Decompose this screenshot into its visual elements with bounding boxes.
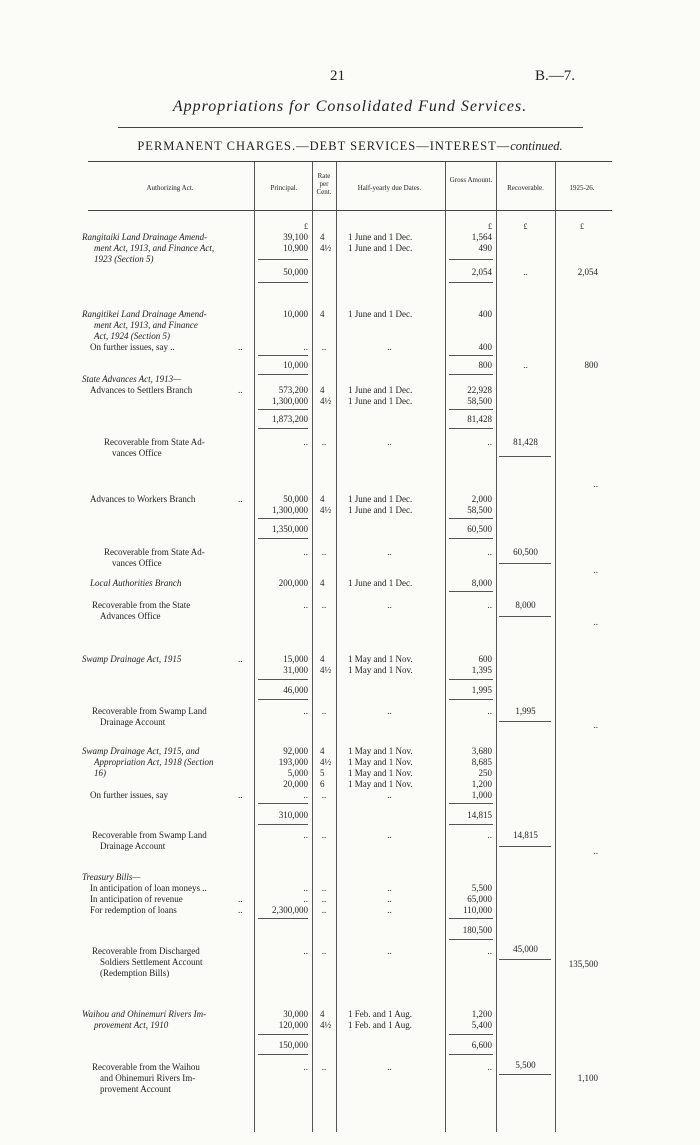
rate-value: 4½ [320,243,332,253]
act-name: Rangitaiki Land Drainage Amend- [82,232,208,242]
placeholder-dots: .. [387,946,392,956]
recoverable-label: Recoverable from the State [92,600,191,610]
gross-value: 8,685 [471,757,492,767]
due-dates: 1 June and 1 Dec. [348,243,413,253]
due-dates: 1 June and 1 Dec. [348,385,413,395]
sum-rule [258,282,308,283]
act-name-cont: 1923 (Section 5) [94,254,154,264]
placeholder-dots: .. [321,547,327,557]
act-subitem: On further issues, say .. [90,342,175,352]
rate-value: 4½ [320,505,332,515]
principal-value: 5,000 [287,768,308,778]
sum-rule [449,355,493,356]
placeholder-dots: .. [387,905,392,915]
placeholder-dots: .. [303,342,308,352]
header-rule [88,210,612,211]
recoverable-label: Recoverable from Swamp Land [92,706,207,716]
sum-rule [499,456,551,457]
sum-rule [258,699,308,700]
sum-rule [449,428,493,429]
principal-value: 30,000 [283,1009,308,1019]
gross-value: 22,928 [467,385,492,395]
currency-symbol: £ [580,222,584,231]
principal-value: 10,900 [283,243,308,253]
rate-value: 4 [320,654,325,664]
leader-dots: .. [238,342,243,352]
sum-rule [449,282,493,283]
due-dates: 1 June and 1 Dec. [348,232,413,242]
sum-rule [258,803,308,804]
act-name: Rangitikei Land Drainage Amend- [82,309,207,319]
act-name-cont: Act, 1924 (Section 5) [94,331,170,341]
placeholder-dots: .. [303,547,308,557]
principal-value: 120,000 [278,1020,308,1030]
principal-value: 10,000 [283,309,308,319]
year-value: 135,500 [568,959,598,969]
currency-symbol: £ [304,222,308,231]
page-number: 21 [330,68,345,84]
rate-value: 4 [320,309,325,319]
placeholder-dots: .. [303,946,308,956]
header-principal: Principal. [270,184,298,192]
principal-value: 50,000 [283,494,308,504]
placeholder-dots: .. [487,437,492,447]
recoverable-label: Recoverable from State Ad- [104,547,205,557]
recoverable-label: vances Office [112,448,162,458]
sum-rule [258,1034,308,1035]
due-dates: 1 May and 1 Nov. [348,757,413,767]
gross-value: 1,200 [471,779,492,789]
rate-value: 4 [320,232,325,242]
title-rule [118,127,583,128]
currency-symbol: £ [523,222,528,231]
principal-value: 92,000 [283,746,308,756]
gross-value: 5,400 [471,1020,492,1030]
gross-value: 1,000 [471,790,492,800]
act-subitem: Advances to Workers Branch [90,494,196,504]
year-value: .. [593,846,598,856]
recoverable-label: (Redemption Bills) [100,968,170,978]
placeholder-dots: .. [303,883,308,893]
recoverable-label: Recoverable from State Ad- [104,437,205,447]
year-value: 1,100 [577,1073,598,1083]
placeholder-dots: .. [387,894,392,904]
sum-rule [449,518,493,519]
act-subitem: Advances to Settlers Branch [90,385,193,395]
column-rule [312,162,313,1132]
recoverable-label: Recoverable from Swamp Land [92,830,207,840]
principal-total: 10,000 [283,360,308,370]
rate-value: 5 [320,768,325,778]
header-rate: Rate per Cent. [316,172,332,196]
placeholder-dots: .. [387,342,392,352]
due-dates: 1 May and 1 Nov. [348,746,413,756]
placeholder-dots: .. [487,706,492,716]
act-name: Swamp Drainage Act, 1915, and [82,746,200,756]
sum-rule [499,1074,551,1075]
recoverable-value: 81,428 [513,437,538,447]
sum-rule [499,616,551,617]
sum-rule [258,409,308,410]
recoverable-value: 1,995 [515,706,536,716]
principal-value: 2,300,000 [272,905,308,915]
principal-value: 573,200 [278,385,308,395]
principal-total: 1,350,000 [272,524,308,534]
placeholder-dots: .. [303,437,308,447]
placeholder-dots: .. [487,830,492,840]
gross-total: 800 [478,360,492,370]
principal-value: 200,000 [278,578,308,588]
recoverable-label: Recoverable from Discharged [92,946,200,956]
placeholder-dots: .. [387,1062,392,1072]
sum-rule [449,679,493,680]
placeholder-dots: .. [321,1062,327,1072]
placeholder-dots: .. [487,1062,492,1072]
principal-value: 1,300,000 [272,396,308,406]
due-dates: 1 June and 1 Dec. [348,396,413,406]
recoverable-label: Recoverable from the Waihou [92,1062,200,1072]
gross-total: 6,600 [471,1040,492,1050]
rate-value: 4½ [320,1020,332,1030]
recoverable-value: 45,000 [513,944,538,954]
placeholder-dots: .. [321,706,327,716]
sum-rule [449,803,493,804]
placeholder-dots: .. [303,790,308,800]
leader-dots: .. [238,905,243,915]
placeholder-dots: .. [321,946,327,956]
column-rule [445,162,446,1132]
sum-rule [258,428,308,429]
placeholder-dots: .. [387,437,392,447]
gross-total: 2,054 [471,267,492,277]
sum-rule [258,1054,308,1055]
recoverable-value: .. [523,360,528,370]
act-name: Waihou and Ohinemuri Rivers Im- [82,1009,207,1019]
gross-total: 60,500 [467,524,492,534]
gross-value: 2,000 [471,494,492,504]
placeholder-dots: .. [321,830,327,840]
leader-dots: .. [238,790,243,800]
leader-dots: .. [238,654,243,664]
gross-total: 81,428 [467,414,492,424]
due-dates: 1 June and 1 Dec. [348,494,413,504]
recoverable-label: provement Account [100,1084,171,1094]
sum-rule [449,918,493,919]
principal-total: 150,000 [278,1040,308,1050]
placeholder-dots: .. [303,894,308,904]
gross-value: 58,500 [467,505,492,515]
act-subitem: Local Authorities Branch [90,578,182,588]
placeholder-dots: .. [303,706,308,716]
placeholder-dots: .. [487,600,492,610]
sum-rule [449,699,493,700]
year-value: 2,054 [577,267,598,277]
principal-total: 310,000 [278,810,308,820]
principal-total: 46,000 [283,685,308,695]
recoverable-label: Drainage Account [100,717,166,727]
column-rule [254,162,255,1132]
column-rule [496,162,497,1132]
gross-value: 600 [478,654,492,664]
sum-rule [449,374,493,375]
gross-value: 58,500 [467,396,492,406]
act-subitem: In anticipation of revenue [90,894,183,904]
year-value: .. [593,479,598,489]
gross-total: 14,815 [467,810,492,820]
placeholder-dots: .. [321,600,327,610]
gross-value: 5,500 [471,883,492,893]
act-subitem: In anticipation of loan moneys .. [90,883,207,893]
placeholder-dots: .. [387,706,392,716]
recoverable-label: Drainage Account [100,841,166,851]
year-value: 800 [584,360,598,370]
due-dates: 1 June and 1 Dec. [348,309,413,319]
sum-rule [258,259,308,260]
gross-total: 1,995 [471,685,492,695]
sum-rule [449,409,493,410]
document-reference: B.—7. [535,68,576,84]
placeholder-dots: .. [321,790,327,800]
recoverable-label: and Ohinemuri Rivers Im- [100,1073,196,1083]
placeholder-dots: .. [387,790,392,800]
placeholder-dots: .. [321,905,327,915]
placeholder-dots: .. [321,437,327,447]
currency-symbol: £ [488,222,492,231]
recoverable-value: 5,500 [515,1060,536,1070]
sum-rule [449,1054,493,1055]
leader-dots: .. [238,385,243,395]
gross-value: 400 [478,342,492,352]
sum-rule [499,959,551,960]
placeholder-dots: .. [487,547,492,557]
placeholder-dots: .. [387,830,392,840]
year-value: .. [593,720,598,730]
due-dates: 1 Feb. and 1 Aug. [348,1020,412,1030]
principal-value: 1,300,000 [272,505,308,515]
column-rule [555,162,556,1132]
recoverable-value: 14,815 [513,830,538,840]
rate-value: 4½ [320,665,332,675]
header-recoverable: Recoverable. [507,184,544,192]
recoverable-value: 8,000 [515,600,536,610]
sum-rule [449,538,493,539]
act-name: Treasury Bills— [82,872,141,882]
rate-value: 4½ [320,396,332,406]
placeholder-dots: .. [387,547,392,557]
act-name-cont: provement Act, 1910 [94,1020,169,1030]
table-top-rule [88,161,612,162]
placeholder-dots: .. [387,883,392,893]
section-subtitle: PERMANENT CHARGES.—DEBT SERVICES—INTEREST—continued. [137,139,563,153]
principal-total: 50,000 [283,267,308,277]
principal-total: 1,873,200 [272,414,308,424]
header-gross: Gross Amount. [449,176,493,184]
gross-total: 180,500 [462,925,492,935]
recoverable-value: 60,500 [513,547,538,557]
sum-rule [258,355,308,356]
gross-value: 250 [478,768,492,778]
act-subitem: For redemption of loans [90,905,177,915]
recoverable-value: .. [523,267,528,277]
rate-value: 4 [320,385,325,395]
sum-rule [258,374,308,375]
due-dates: 1 May and 1 Nov. [348,779,413,789]
sum-rule [258,518,308,519]
year-value: .. [593,565,598,575]
principal-value: 15,000 [283,654,308,664]
recoverable-label: vances Office [112,558,162,568]
sum-rule [449,259,493,260]
rate-value: 6 [320,779,325,789]
sum-rule [258,538,308,539]
due-dates: 1 June and 1 Dec. [348,505,413,515]
act-name-cont: Appropriation Act, 1918 (Section [94,757,214,767]
gross-value: 1,200 [471,1009,492,1019]
act-name: State Advances Act, 1913— [82,374,182,384]
header-dates: Half-yearly due Dates. [357,184,422,192]
rate-value: 4 [320,1009,325,1019]
sum-rule [258,679,308,680]
placeholder-dots: .. [487,946,492,956]
principal-value: 20,000 [283,779,308,789]
principal-value: 39,100 [283,232,308,242]
gross-value: 8,000 [471,578,492,588]
gross-value: 65,000 [467,894,492,904]
gross-value: 1,564 [471,232,492,242]
sum-rule [449,591,493,592]
gross-value: 400 [478,309,492,319]
rate-value: 4½ [320,757,332,767]
rate-value: 4 [320,494,325,504]
gross-value: 110,000 [463,905,492,915]
due-dates: 1 June and 1 Dec. [348,578,413,588]
leader-dots: .. [238,894,243,904]
sum-rule [258,824,308,825]
rate-value: 4 [320,746,325,756]
sum-rule [449,824,493,825]
sum-rule [499,721,551,722]
page-title: Appropriations for Consolidated Fund Services. [172,98,528,115]
act-name-cont: ment Act, 1913, and Finance [94,320,198,330]
gross-value: 3,680 [471,746,492,756]
act-name: Swamp Drainage Act, 1915 [82,654,182,664]
gross-value: 490 [478,243,492,253]
placeholder-dots: .. [303,600,308,610]
due-dates: 1 Feb. and 1 Aug. [348,1009,412,1019]
sum-rule [258,918,308,919]
act-name-cont: ment Act, 1913, and Finance Act, [94,243,215,253]
placeholder-dots: .. [303,1062,308,1072]
due-dates: 1 May and 1 Nov. [348,768,413,778]
act-name-cont: 16) [94,768,106,778]
rate-value: 4 [320,578,325,588]
recoverable-label: Soldiers Settlement Account [100,957,203,967]
gross-value: 1,395 [471,665,492,675]
principal-value: 193,000 [278,757,308,767]
sum-rule [499,563,551,564]
column-rule [336,162,337,1132]
sum-rule [499,846,551,847]
principal-value: 31,000 [283,665,308,675]
placeholder-dots: .. [321,342,327,352]
sum-rule [449,939,493,940]
placeholder-dots: .. [321,883,327,893]
due-dates: 1 May and 1 Nov. [348,654,413,664]
placeholder-dots: .. [387,600,392,610]
header-year: 1925-26. [569,184,595,192]
placeholder-dots: .. [321,894,327,904]
header-act: Authorizing Act. [146,184,194,192]
leader-dots: .. [238,494,243,504]
placeholder-dots: .. [303,830,308,840]
due-dates: 1 May and 1 Nov. [348,665,413,675]
sum-rule [449,1034,493,1035]
act-subitem: On further issues, say [90,790,168,800]
year-value: .. [593,617,598,627]
recoverable-label: Advances Office [100,611,161,621]
